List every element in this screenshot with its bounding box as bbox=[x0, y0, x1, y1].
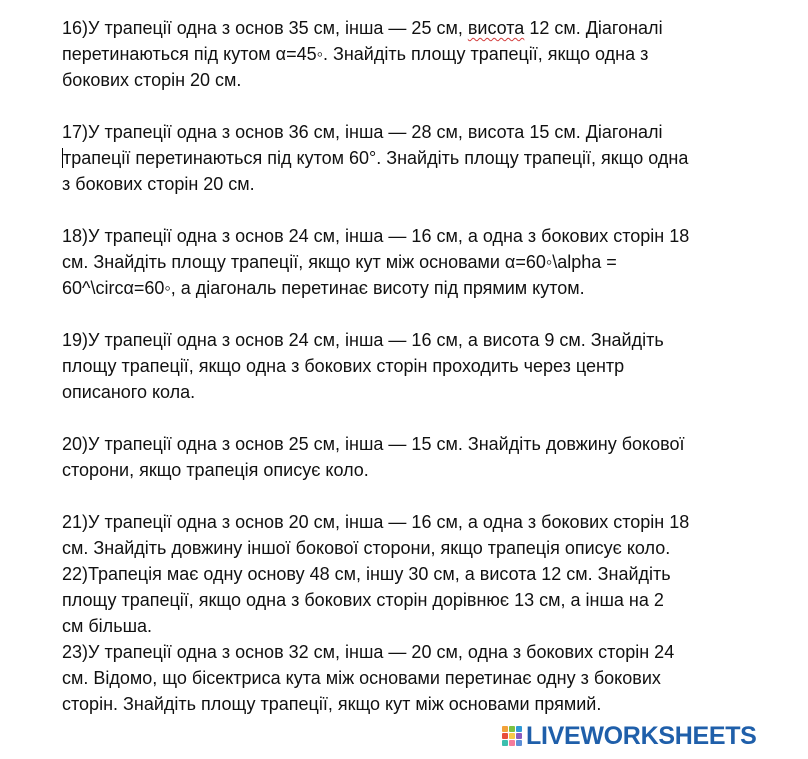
problem-16-line-2: перетинаються під кутом α=45◦. Знайдіть площу трапеції, якщо одна з bbox=[62, 44, 649, 64]
problem-18-line-3: 60^\circα=60◦, а діагональ перетинає висоту під прямим кутом. bbox=[62, 278, 585, 298]
problem-16-line-1: 16)У трапеції одна з основ 35 см, інша — 25 см, висота 12 см. Діагоналі bbox=[62, 18, 663, 38]
problem-19-line-1: 19)У трапеції одна з основ 24 см, інша — 16 см, а висота 9 см. Знайдіть bbox=[62, 330, 664, 350]
problem-16-line-3: бокових сторін 20 см. bbox=[62, 70, 242, 90]
document-body bbox=[62, 15, 762, 717]
problem-22-line-1: 22)Трапеція має одну основу 48 см, іншу 30 см, а висота 12 см. Знайдіть bbox=[62, 564, 671, 584]
problem-21-line-2: см. Знайдіть довжину іншої бокової сторони, якщо трапеція описує коло. bbox=[62, 538, 671, 558]
problem-18-line-1: 18)У трапеції одна з основ 24 см, інша — 16 см, а одна з бокових сторін 18 bbox=[62, 226, 690, 246]
problem-17-line-3: з бокових сторін 20 см. bbox=[62, 174, 255, 194]
problem-18-line-2: см. Знайдіть площу трапеції, якщо кут між основами α=60◦\alpha = bbox=[62, 252, 617, 272]
problem-23-line-1: 23)У трапеції одна з основ 32 см, інша — 20 см, одна з бокових сторін 24 bbox=[62, 642, 675, 662]
problem-20-line-2: сторони, якщо трапеція описує коло. bbox=[62, 460, 369, 480]
problem-23-line-2: см. Відомо, що бісектриса кута між основами перетинає одну з бокових bbox=[62, 668, 661, 688]
problem-20-line-1: 20)У трапеції одна з основ 25 см, інша — 15 см. Знайдіть довжину бокової bbox=[62, 434, 685, 454]
problem-19-line-2: площу трапеції, якщо одна з бокових сторін проходить через центр bbox=[62, 356, 625, 376]
problem-21-line-1: 21)У трапеції одна з основ 20 см, інша — 16 см, а одна з бокових сторін 18 bbox=[62, 512, 690, 532]
problem-17-line-1: 17)У трапеції одна з основ 36 см, інша — 28 см, висота 15 см. Діагоналі bbox=[62, 122, 663, 142]
liveworksheets-logo-text: LIVEWORKSHEETS bbox=[526, 721, 757, 750]
problem-22-line-2: площу трапеції, якщо одна з бокових сторін дорівнює 13 см, а інша на 2 bbox=[62, 590, 664, 610]
problem-22-line-3: см більша. bbox=[62, 616, 153, 636]
problem-17-line-2: трапеції перетинаються під кутом 60°. Знайдіть площу трапеції, якщо одна bbox=[63, 148, 689, 168]
misspelled-word[interactable]: висота bbox=[467, 18, 525, 38]
problem-19-line-3: описаного кола. bbox=[62, 382, 196, 402]
liveworksheets-logo-icon bbox=[502, 726, 522, 746]
problem-23-line-3: сторін. Знайдіть площу трапеції, якщо кут між основами прямий. bbox=[62, 694, 602, 714]
liveworksheets-logo[interactable] bbox=[502, 723, 757, 749]
